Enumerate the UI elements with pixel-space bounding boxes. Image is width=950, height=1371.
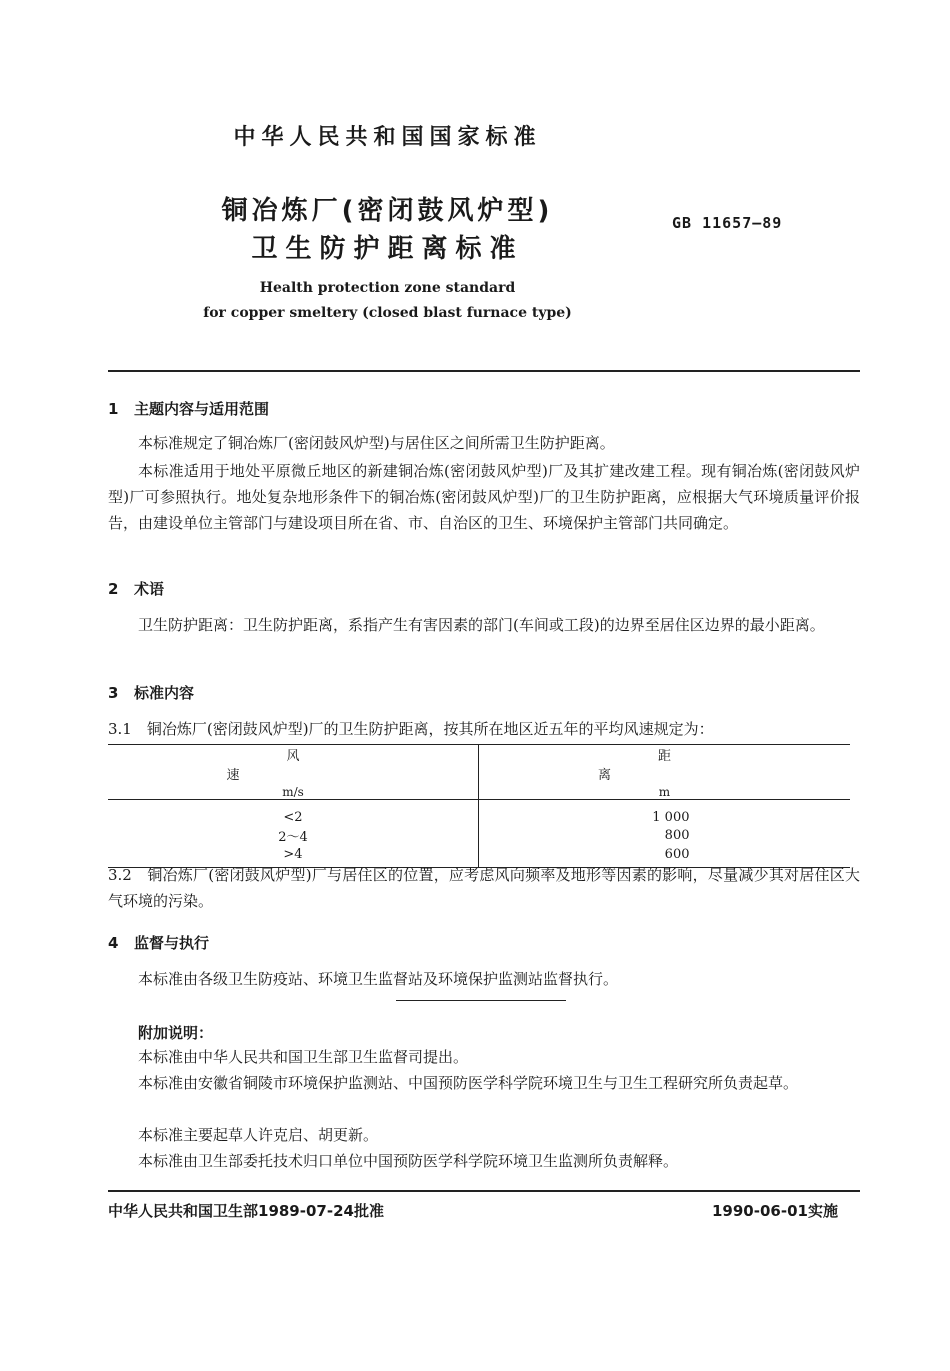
section-2-number: 2 (108, 580, 119, 598)
section-4-para-1: 本标准由各级卫生防疫站、环境卫生监督站及环境保护监测站监督执行。 (138, 970, 619, 988)
header-divider (108, 370, 860, 372)
footer-divider (108, 1190, 860, 1192)
distance-value: 1 000 (652, 809, 690, 825)
table-row (108, 800, 850, 827)
section-3-title: 标准内容 (134, 684, 195, 702)
english-title-line1: Health protection zone standard (259, 280, 516, 296)
clause-3-1: 3.1 铜冶炼厂(密闭鼓风炉型)厂的卫生防护距离，按其所在地区近五年的平均风速规定为： (108, 720, 714, 738)
wind-speed-cell: >4 (108, 845, 479, 868)
notes-title: 附加说明： (138, 1024, 214, 1042)
section-4-title: 监督与执行 (134, 934, 210, 952)
distance-table (108, 744, 850, 868)
section-3-number: 3 (108, 684, 119, 702)
section-2-title: 术语 (134, 580, 165, 598)
notes-line-3: 本标准主要起草人许克启、胡更新。 (138, 1126, 379, 1144)
notes-line-4: 本标准由卫生部委托技术归口单位中国预防医学科学院环境卫生监测所负责解释。 (138, 1152, 679, 1170)
document-title-line1: 铜冶炼厂(密闭鼓风炉型) (221, 196, 554, 226)
section-1-para-1: 本标准规定了铜冶炼厂(密闭鼓风炉型)与居住区之间所需卫生防护距离。 (138, 434, 615, 452)
wind-speed-cell: <2 (108, 800, 479, 827)
closing-rule (396, 1000, 566, 1001)
distance-unit: m (658, 785, 671, 799)
effective-date: 1990-06-01实施 (712, 1202, 838, 1220)
distance-label: 距离 (597, 749, 791, 783)
wind-speed-header (108, 745, 479, 800)
section-2-para-1: 卫生防护距离：卫生防护距离，系指产生有害因素的部门(车间或工段)的边界至居住区边界的最小距离。 (138, 616, 825, 634)
wind-speed-unit: m/s (282, 785, 304, 799)
distance-header (479, 745, 851, 800)
notes-line-2: 本标准由安徽省铜陵市环境保护监测站、中国预防医学科学院环境卫生与卫生工程研究所负责起草。 (138, 1074, 799, 1092)
wind-speed-cell: 2～4 (108, 826, 479, 845)
section-1-heading (108, 398, 269, 419)
section-4-number: 4 (108, 934, 119, 952)
section-2-heading (108, 578, 164, 599)
distance-cell (479, 826, 851, 845)
clause-3-2: 3.2 铜冶炼厂(密闭鼓风炉型)厂与居住区的位置，应考虑风向频率及地形等因素的影响，尽量减少其对居住区大气环境的污染。 (108, 866, 860, 910)
section-1-number: 1 (108, 400, 119, 418)
section-3-heading (108, 682, 194, 703)
table-row (108, 826, 850, 845)
section-1-para-2: 本标准适用于地处平原微丘地区的新建铜冶炼(密闭鼓风炉型)厂及其扩建改建工程。现有铜冶炼(密闭鼓风炉型)厂可参照执行。地处复杂地形条件下的铜冶炼(密闭鼓风炉型)厂的卫生防护距离，应根据大气环境质量评价报告，由建设单位主管部门与建设项目所在省、市、自治区的卫生、环境保护主管部门共同确定。 (108, 462, 860, 532)
distance-value: 800 (664, 828, 690, 843)
approval-statement: 中华人民共和国卫生部1989-07-24批准 (108, 1202, 384, 1220)
distance-cell (479, 800, 851, 827)
national-standard-heading: 中华人民共和国国家标准 (233, 125, 542, 150)
english-title-line2: for copper smeltery (closed blast furnace type) (203, 305, 572, 321)
document-title-line2: 卫生防护距离标准 (251, 234, 524, 264)
notes-line-1: 本标准由中华人民共和国卫生部卫生监督司提出。 (138, 1048, 469, 1066)
wind-speed-label: 风速 (226, 749, 420, 783)
distance-value: 600 (664, 846, 690, 862)
standard-code: GB 11657—89 (672, 214, 783, 232)
table-header-row (108, 745, 850, 800)
section-1-title: 主题内容与适用范围 (134, 400, 270, 418)
section-4-heading (108, 932, 209, 953)
